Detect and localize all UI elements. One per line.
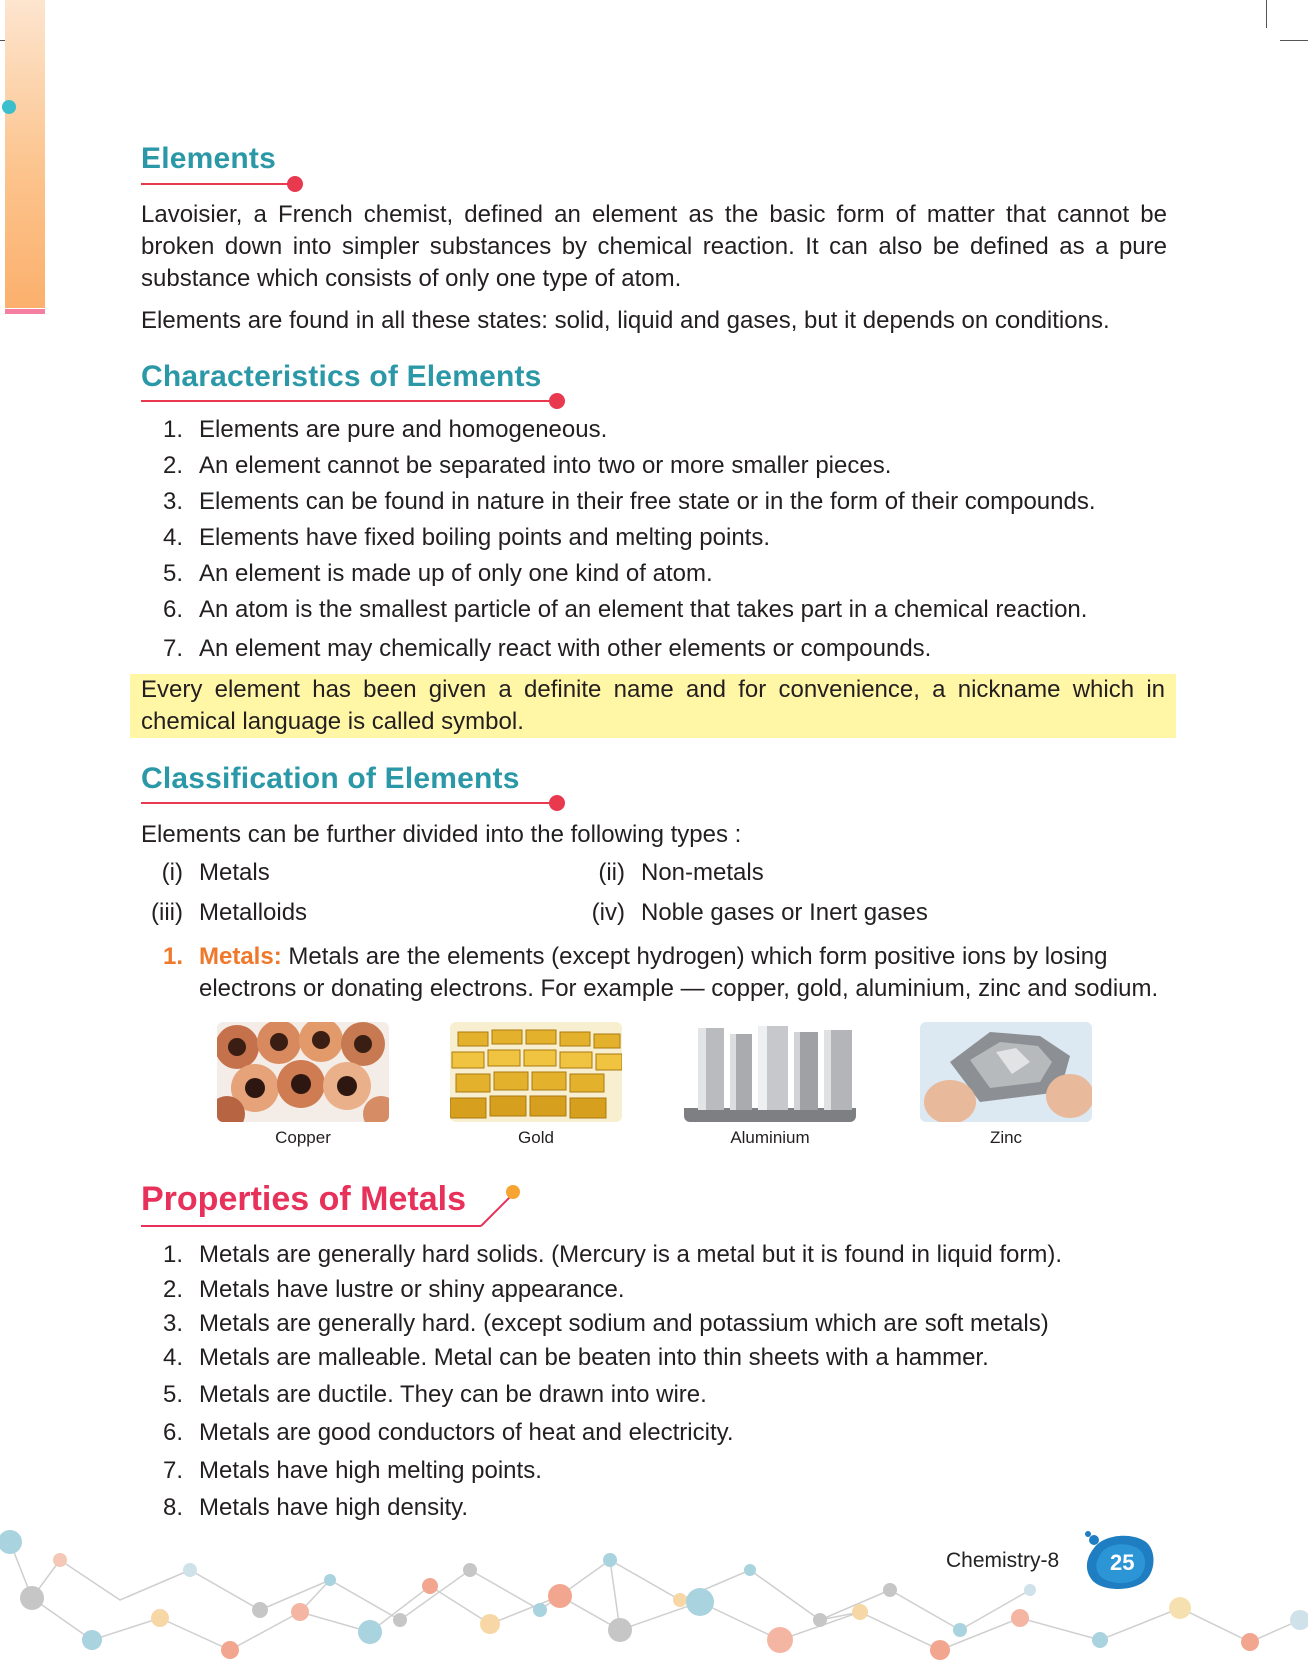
list-item: 5. Metals are ductile. They can be drawn into wire. bbox=[162, 1381, 707, 1408]
list-item: 3. Elements can be found in nature in their free state or in the form of their compounds. bbox=[162, 488, 1096, 515]
side-decoration-strip bbox=[5, 0, 45, 308]
figure-caption: Gold bbox=[518, 1128, 554, 1147]
figure-caption: Zinc bbox=[989, 1128, 1023, 1147]
figure-gold bbox=[450, 1022, 622, 1148]
list-item: 6. An atom is the smallest particle of an element that takes part in a chemical reaction. bbox=[162, 596, 1088, 623]
metals-text-line1: Metals are the elements (except hydrogen) which form positive ions by losing bbox=[288, 943, 1108, 970]
list-item: 4. Metals are malleable. Metal can be beaten into thin sheets with a hammer. bbox=[162, 1344, 989, 1371]
copper-image bbox=[217, 1022, 389, 1122]
crop-mark bbox=[1266, 0, 1267, 28]
list-item: 1. Elements are pure and homogeneous. bbox=[162, 416, 608, 443]
list-item: 6. Metals are good conductors of heat and electricity. bbox=[162, 1419, 734, 1446]
type-item: (iv) Noble gases or Inert gases bbox=[591, 899, 928, 926]
heading-underline bbox=[141, 802, 551, 804]
heading-underline bbox=[141, 400, 551, 402]
footer-book-title: Chemistry-8 bbox=[946, 1549, 1060, 1572]
heading-elements: Elements bbox=[141, 142, 276, 175]
list-item: 5. An element is made up of only one kind of atom. bbox=[162, 560, 713, 587]
list-item: 4. Elements have fixed boiling points and melting points. bbox=[162, 524, 771, 551]
heading-underline bbox=[141, 183, 289, 185]
figure-caption: Copper bbox=[275, 1128, 331, 1147]
list-item: 1. Metals are generally hard solids. (Mercury is a metal but it is found in liquid form). bbox=[162, 1241, 1063, 1268]
list-item: 3. Metals are generally hard. (except sodium and potassium which are soft metals) bbox=[162, 1310, 1049, 1337]
figure-copper bbox=[217, 1022, 389, 1148]
heading-underline-dot bbox=[549, 393, 565, 409]
list-item: 7. Metals have high melting points. bbox=[162, 1457, 542, 1484]
aluminium-image bbox=[684, 1022, 856, 1122]
list-item: 2. An element cannot be separated into two or more smaller pieces. bbox=[162, 452, 892, 479]
heading-classification: Classification of Elements bbox=[141, 762, 520, 795]
type-item: (iii) Metalloids bbox=[151, 899, 308, 926]
list-item: 8. Metals have high density. bbox=[162, 1494, 469, 1521]
list-item: 2. Metals have lustre or shiny appearance. bbox=[162, 1276, 625, 1303]
type-item: (ii) Non-metals bbox=[598, 859, 764, 886]
figure-caption: Aluminium bbox=[730, 1128, 810, 1147]
heading-underline-dot bbox=[287, 176, 303, 192]
heading-characteristics: Characteristics of Elements bbox=[141, 360, 542, 393]
side-decoration-dot bbox=[2, 100, 16, 114]
zinc-image bbox=[920, 1022, 1092, 1122]
elements-states-paragraph: Elements are found in all these states: solid, liquid and gases, but it depends on conditions. bbox=[141, 307, 1110, 334]
classification-intro: Elements can be further divided into the following types : bbox=[141, 821, 742, 848]
heading-properties-of-metals: Properties of Metals bbox=[141, 1180, 466, 1218]
page-number: 25 bbox=[1110, 1550, 1135, 1575]
figure-aluminium bbox=[684, 1022, 856, 1148]
heading-underline-dot bbox=[549, 795, 565, 811]
metals-number: 1. bbox=[162, 943, 183, 970]
metals-definition bbox=[141, 941, 1167, 1005]
figure-zinc bbox=[920, 1022, 1092, 1148]
symbol-note: Every element has been given a definite name and for convenience, a nickname which in chemical language is called symbol. bbox=[141, 676, 1165, 735]
elements-definition-paragraph: Lavoisier, a French chemist, defined an element as the basic form of matter that cannot be broken down into simpler substances by chemical reaction. It can also be defined as a pure substance which consists of only one type of atom. bbox=[141, 201, 1167, 292]
list-item: 7. An element may chemically react with other elements or compounds. bbox=[162, 635, 932, 662]
page-number-badge bbox=[1080, 1530, 1158, 1594]
symbol-highlight-box bbox=[130, 674, 1176, 738]
properties-heading-underline bbox=[141, 1174, 521, 1230]
crop-mark bbox=[1280, 40, 1308, 41]
metals-label: Metals: bbox=[199, 943, 282, 970]
gold-image bbox=[450, 1022, 622, 1122]
metals-text-line2: electrons or donating electrons. For example — copper, gold, aluminium, zinc and sodium. bbox=[199, 975, 1159, 1002]
type-item: (i) Metals bbox=[161, 859, 270, 886]
